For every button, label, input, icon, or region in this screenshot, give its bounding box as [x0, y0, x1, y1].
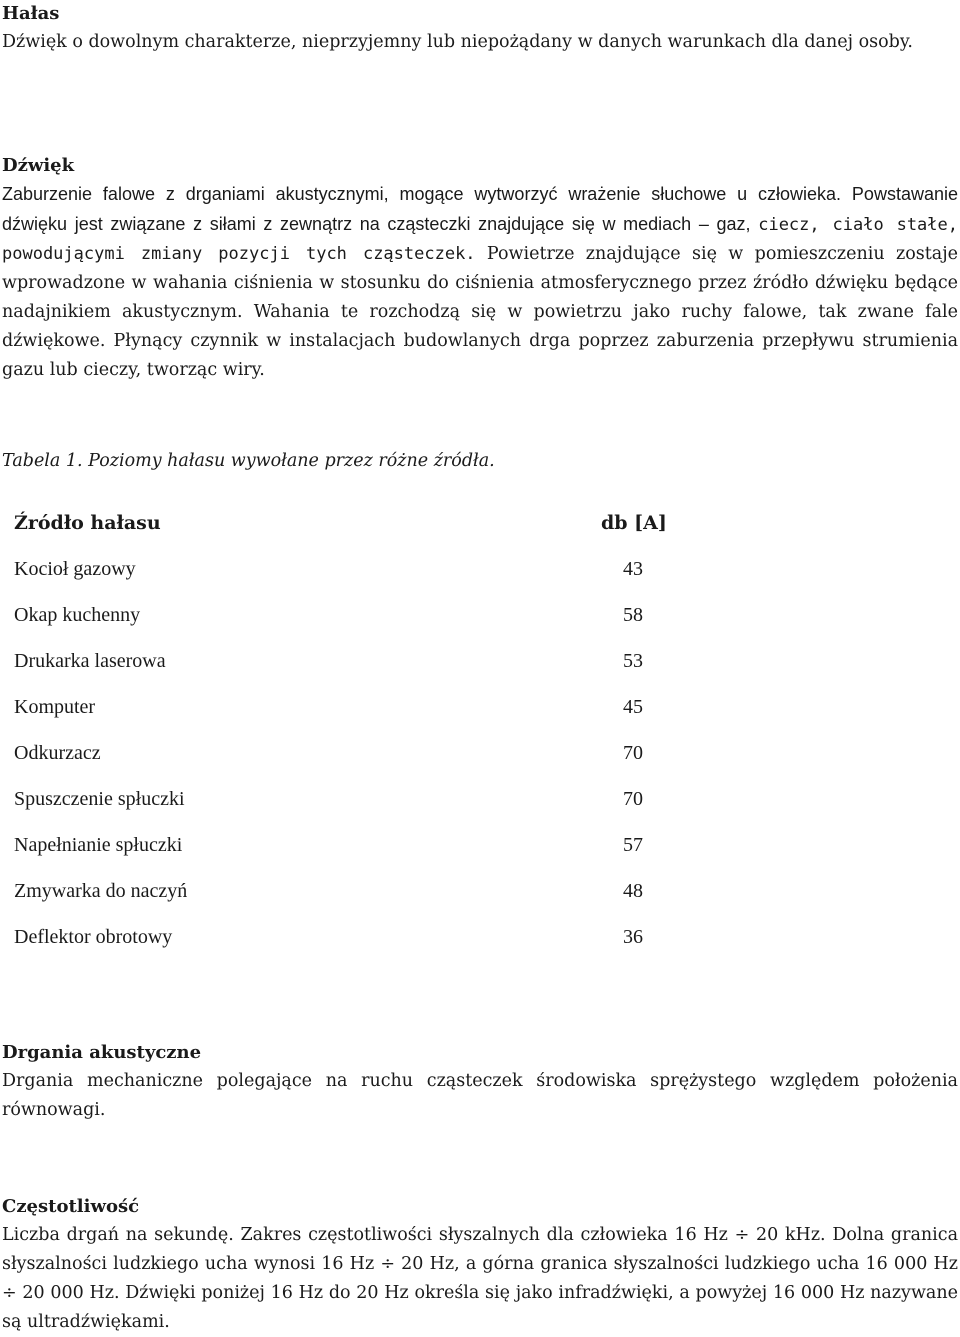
- cell-db: 53: [623, 650, 643, 672]
- paragraph-czestotliwosc: Liczba drgań na sekundę. Zakres częstotliwości słyszalnych dla człowieka 16 Hz ÷ 20 kHz. Dolna granica słyszalności ludzkiego ucha wynosi 16 Hz ÷ 20 Hz, a górna granica słyszalności ludzkiego ucha 16 000 Hz ÷ 20 000 Hz. Dźwięki poniżej 16 Hz do 20 Hz określa się jako infradźwięki, a powyżej 16 000 Hz nazywane są ultradźwiękami.: [2, 1225, 958, 1332]
- table-row: [14, 646, 714, 692]
- paragraph-halas: Dźwięk o dowolnym charakterze, nieprzyjemny lub niepożądany w danych warunkach dla danej osoby.: [2, 32, 913, 52]
- cell-db: 36: [623, 926, 643, 948]
- paragraph-drgania: Drgania mechaniczne polegające na ruchu cząsteczek środowiska sprężystego względem położenia równowagi.: [2, 1071, 958, 1120]
- cell-source: Deflektor obrotowy: [14, 926, 173, 948]
- paragraph-dzwiek: [2, 180, 958, 385]
- table-row: [14, 922, 714, 968]
- heading-halas: Hałas: [2, 3, 60, 24]
- cell-source: Okap kuchenny: [14, 604, 141, 626]
- cell-db: 45: [623, 696, 643, 718]
- heading-dzwiek: Dźwięk: [2, 155, 75, 176]
- cell-db: 43: [623, 558, 643, 580]
- paragraph-dzwiek-part2: ciecz, ciało stałe, powodującymi zmiany pozycji tych cząsteczek.: [2, 215, 959, 264]
- table-row: [14, 600, 714, 646]
- cell-source: Komputer: [14, 696, 96, 718]
- cell-db: 70: [623, 742, 643, 764]
- table-row: [14, 738, 714, 784]
- cell-db: 48: [623, 880, 643, 902]
- table-row: [14, 554, 714, 600]
- header-source: Źródło hałasu: [14, 512, 161, 534]
- table-row: [14, 830, 714, 876]
- section-dzwiek: [2, 152, 958, 385]
- heading-drgania: Drgania akustyczne: [2, 1042, 202, 1063]
- table-row: [14, 876, 714, 922]
- cell-source: Zmywarka do naczyń: [14, 880, 188, 902]
- section-czestotliwosc: [2, 1193, 958, 1337]
- section-drgania: [2, 1039, 958, 1125]
- header-db: db [A]: [601, 512, 667, 534]
- table-header-row: [14, 508, 714, 554]
- table-row: [14, 692, 714, 738]
- table-row: [14, 784, 714, 830]
- cell-db: 57: [623, 834, 643, 856]
- paragraph-dzwiek-part1: Zaburzenie falowe z drganiami akustycznymi, mogące wytworzyć wrażenie słuchowe u człowieka. Powstawanie dźwięku jest związane z siłami z zewnątrz na cząsteczki znajdujące się w mediach – gaz,: [2, 184, 958, 234]
- cell-source: Spuszczenie spłuczki: [14, 788, 185, 810]
- cell-db: 70: [623, 788, 643, 810]
- cell-db: 58: [623, 604, 643, 626]
- cell-source: Napełnianie spłuczki: [14, 834, 183, 856]
- cell-source: Odkurzacz: [14, 742, 101, 764]
- noise-table: [14, 508, 714, 968]
- cell-source: Kocioł gazowy: [14, 558, 136, 580]
- section-halas: [2, 0, 958, 57]
- heading-czestotliwosc: Częstotliwość: [2, 1196, 140, 1217]
- paragraph-dzwiek-part3: Powietrze znajdujące się w pomieszczeniu zostaje wprowadzone w wahania ciśnienia w stosunku do ciśnienia atmosferycznego przez źródło dźwięku będące nadajnikiem akustycznym. Wahania te rozchodzą się w powietrzu jako ruchy falowe, tak zwane fale dźwiękowe. Płynący czynnik w instalacjach budowlanych drga poprzez zaburzenia przepływu strumienia gazu lub cieczy, tworząc wiry.: [2, 244, 958, 380]
- table-caption: Tabela 1. Poziomy hałasu wywołane przez różne źródła.: [2, 451, 495, 471]
- cell-source: Drukarka laserowa: [14, 650, 166, 672]
